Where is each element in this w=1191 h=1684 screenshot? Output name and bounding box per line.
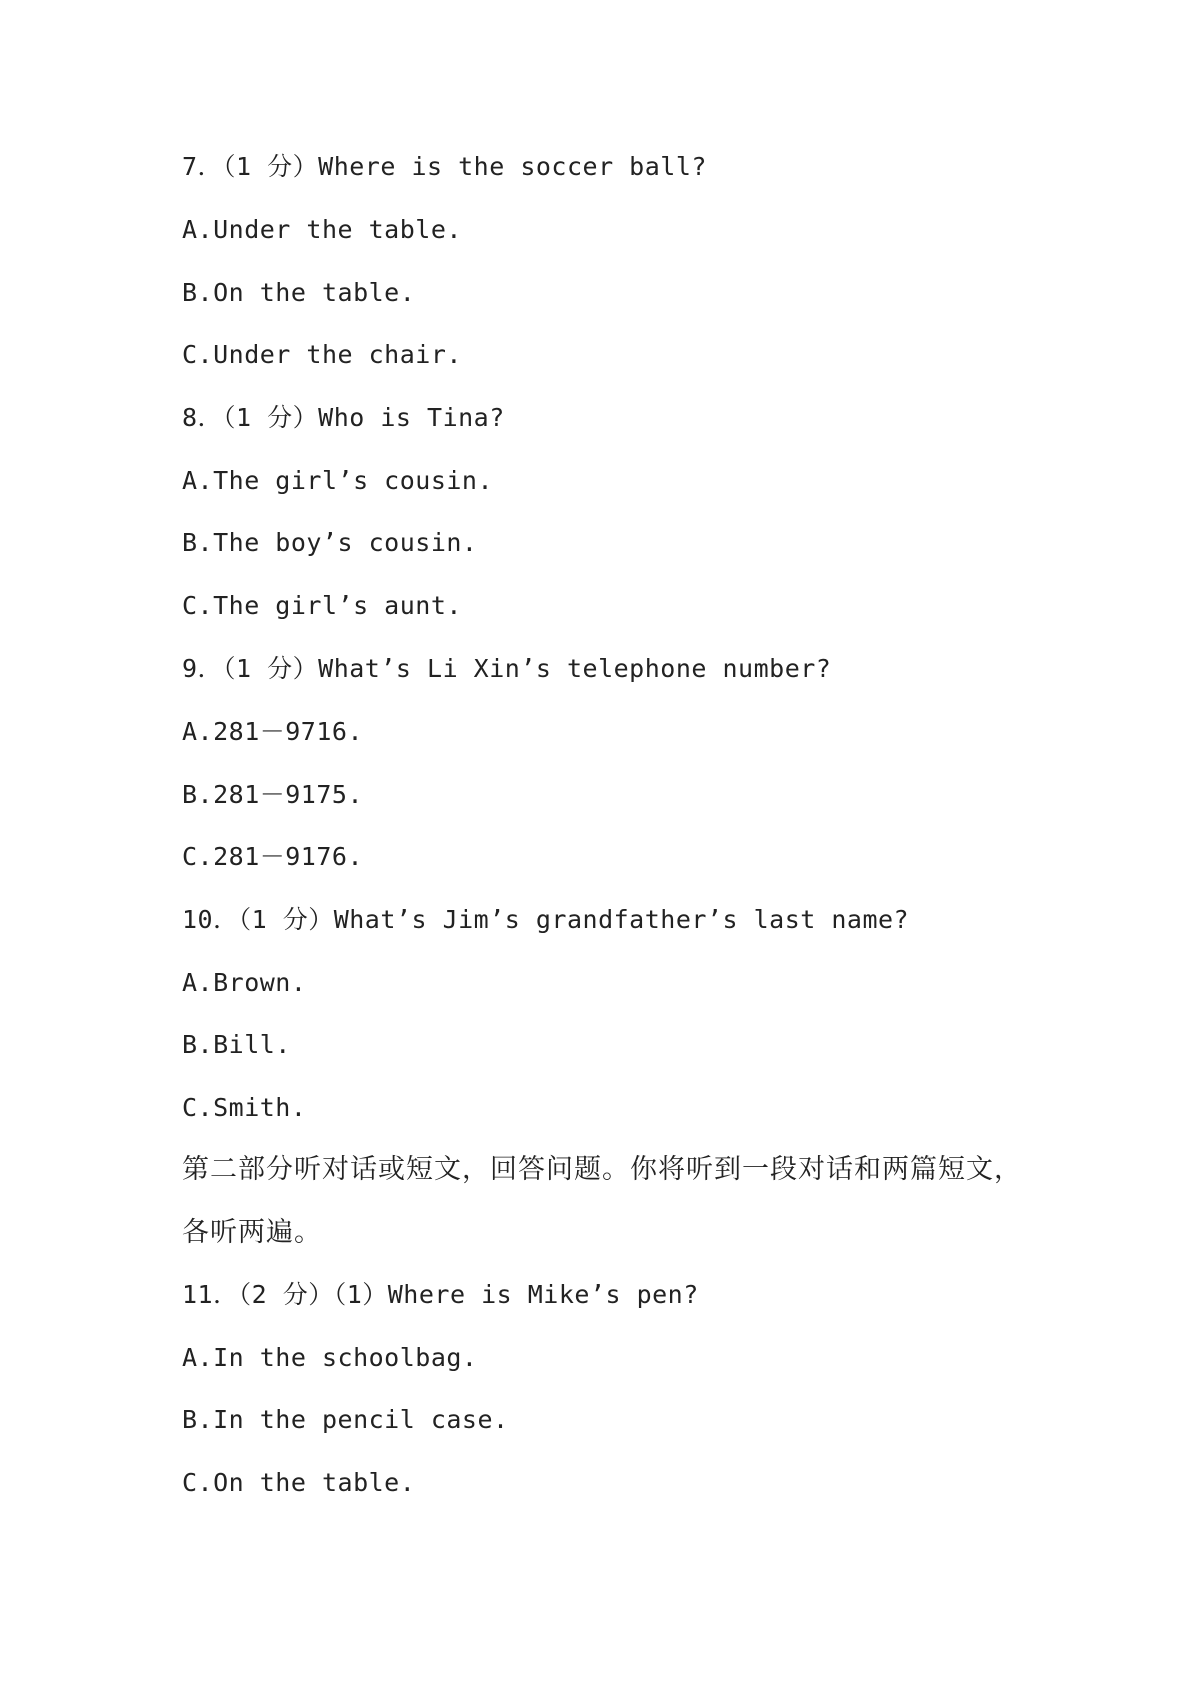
section-instruction-line-2: 各听两遍。 (182, 1217, 322, 1248)
option-10c: C.Smith. (182, 1093, 307, 1122)
option-8c: C.The girl’s aunt. (182, 591, 462, 620)
question-10: 10．（1 分）What’s Jim’s grandfather’s last name? (182, 905, 910, 934)
option-10a: A.Brown. (182, 968, 307, 997)
option-8a: A.The girl’s cousin. (182, 466, 494, 495)
question-7: 7．（1 分）Where is the soccer ball? (182, 152, 707, 181)
option-9a: A.281－9716. (182, 717, 364, 746)
option-9c: C.281－9176. (182, 842, 364, 871)
question-11: 11．（2 分）（1）Where is Mike’s pen? (182, 1280, 699, 1309)
option-11a: A.In the schoolbag. (182, 1343, 478, 1372)
option-11c: C.On the table. (182, 1468, 416, 1497)
option-8b: B.The boy’s cousin. (182, 528, 478, 557)
section-instruction-line-1: 第二部分听对话或短文，回答问题。你将听到一段对话和两篇短文， (182, 1154, 1022, 1185)
option-10b: B.Bill. (182, 1030, 291, 1059)
question-8: 8．（1 分）Who is Tina? (182, 403, 505, 432)
option-7b: B.On the table. (182, 278, 416, 307)
option-7c: C.Under the chair. (182, 340, 462, 369)
question-9: 9．（1 分）What’s Li Xin’s telephone number? (182, 654, 832, 683)
option-7a: A.Under the table. (182, 215, 462, 244)
option-11b: B.In the pencil case. (182, 1405, 509, 1434)
option-9b: B.281－9175. (182, 780, 364, 809)
